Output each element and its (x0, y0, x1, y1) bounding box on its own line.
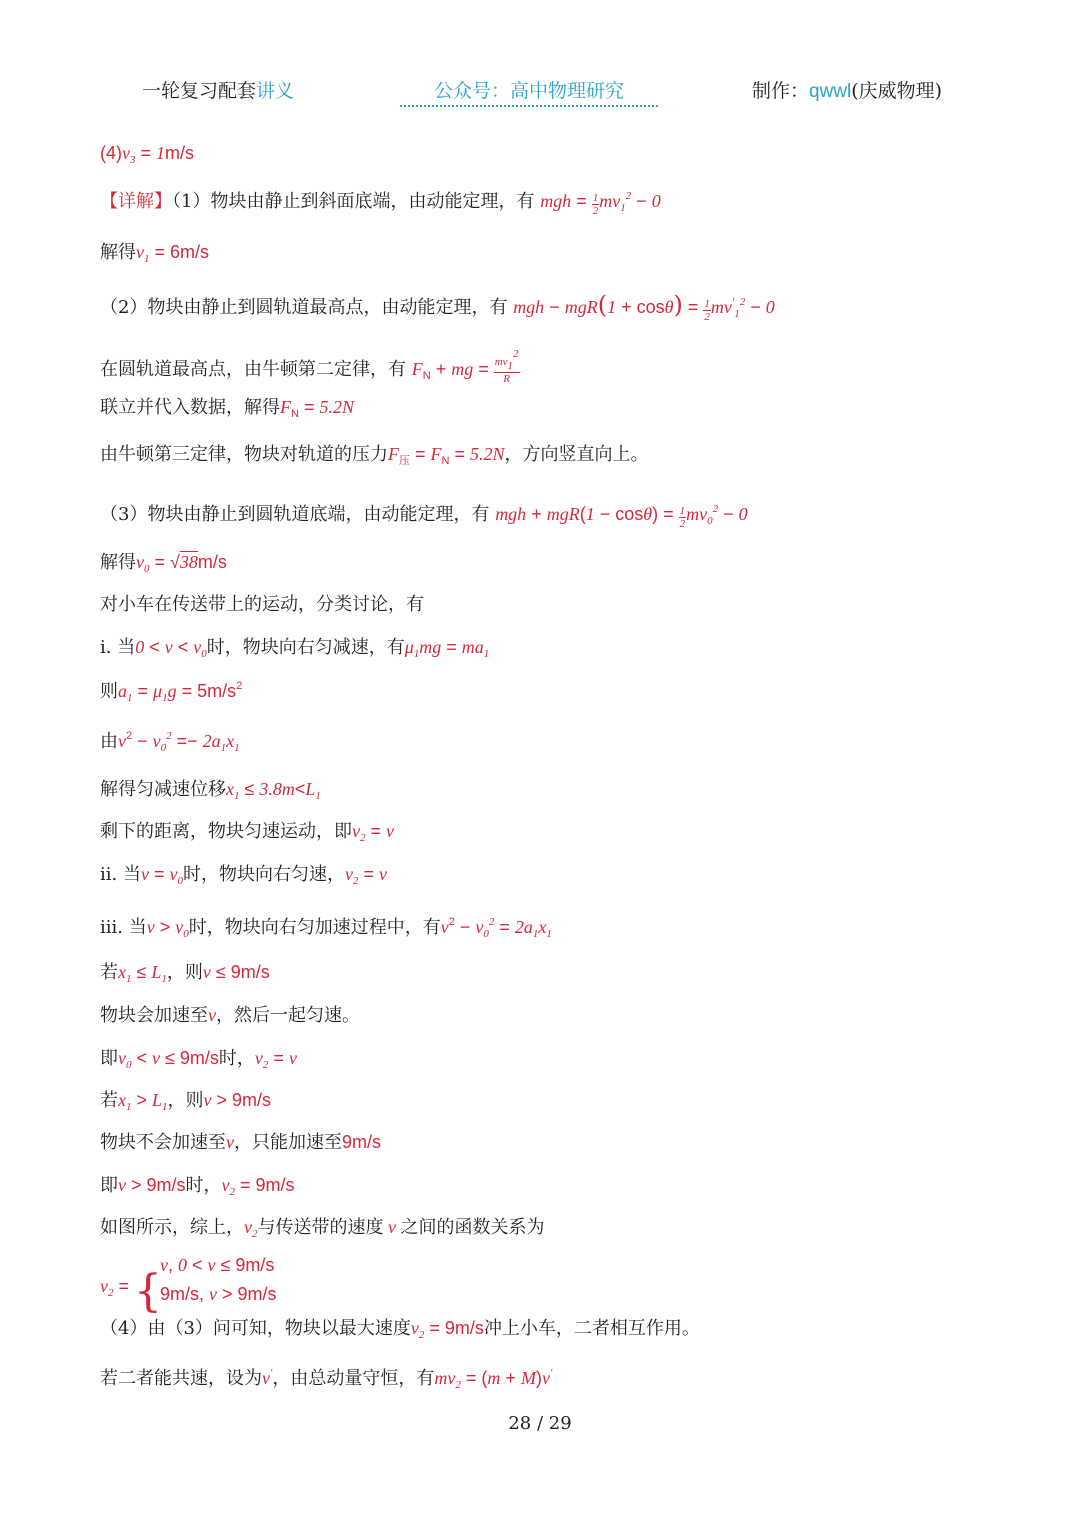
case-iii-noaccel: 物块不会加速至v，只能加速至9m/s (100, 1132, 382, 1153)
case-iii: iii. 当$v > v_0$时，物块向右匀加速过程中，有$v^2 - v_0^2 = 2a_1x_1$ (100, 916, 552, 940)
solution-part4: （4）由（3）问可知，物块以最大速度$v_2 = 9m/s$冲上小车，二者相互作用。 (100, 1318, 700, 1341)
solution-momentum: 若二者能共速，设为v′，由总动量守恒，有$mv_2 = (m + M)v'$ (100, 1367, 553, 1391)
solution-newton2: 在圆轨道最高点，由牛顿第二定律，有 $F_N$ + mg = $\frac{mv12}{R}$ (100, 348, 519, 385)
solution-FN: 联立并代入数据，解得$F_N = 5.2N$ (100, 397, 354, 420)
solution-newton3: 由牛顿第三定律，物块对轨道的压力$F_压 = F_N = 5.2N$，方向竖直向上。 (100, 444, 649, 467)
case-iii-accel: 物块会加速至v，然后一起匀速。 (100, 1005, 360, 1026)
case-i-kinematics: 由$v^2 - v_0^2 =- 2a_1x_1$ (100, 730, 240, 754)
case-i-rest: 剩下的距离，物块匀速运动，即$v_2 = v$ (100, 821, 395, 844)
case-iii-if1: 若$x_1 \le L_1$，则v ≤ 9m/s (100, 962, 270, 985)
solution-part2: （2）物块由静止到圆轨道最高点，由动能定理，有 mgh − mgR(1 + cosθ) = $\frac{1}{2}$ $mv'_1^2 - 0$ (100, 291, 775, 323)
page-header (0, 76, 1080, 106)
header-left: 一轮复习配套讲义 (142, 80, 295, 102)
case-ii: ii. 当$v = v_0$时，物块向右匀速，$v_2 = v$ (100, 864, 387, 887)
summary-intro: 如图所示，综上，$v_2$与传送带的速度 v 之间的函数关系为 (100, 1217, 545, 1240)
case-i-a1: 则$a_1 = \mu_1g = 5m/s^2$ (100, 680, 243, 704)
solution-part3: （3）物块由静止到圆轨道底端，由动能定理，有 mgh + mgR(1 − cosθ) = $\frac{1}{2}$ $mv_0^2 - 0$ (100, 503, 748, 530)
header-center-account: 公众号：高中物理研究 (400, 76, 658, 107)
piecewise-lhs: $v_2$ = { (100, 1266, 163, 1317)
solution-v0: 解得$v_0 = √38m/s$ (100, 552, 227, 575)
answer-4: $(4)v_3 = 1m/s$ (100, 143, 195, 166)
header-right: 制作：qwwl(庆威物理) (752, 80, 943, 102)
case-i-x1: 解得匀减速位移$x_1 \le 3.8m<L_1$ (100, 779, 321, 802)
solution-discuss: 对小车在传送带上的运动，分类讨论，有 (100, 594, 424, 615)
page-number: 28 / 29 (508, 1413, 572, 1434)
case-i: i. 当$0 < v < v_0$时，物块向右匀减速，有$\mu_1mg = ma_1$ (100, 637, 490, 660)
case-iii-range2: 即v > 9m/s时，$v_2 = 9m/s$ (100, 1175, 295, 1198)
piecewise-case1: v, 0 < v ≤ 9m/s (160, 1255, 275, 1275)
piecewise-case2: 9m/s, v > 9m/s (160, 1284, 277, 1304)
solution-part1: 【详解】（1）物块由静止到斜面底端，由动能定理，有 mgh = $\frac{1}{2}$ $mv_1^2 - 0$ (100, 190, 661, 217)
case-iii-if2: 若$x_1 > L_1$，则v > 9m/s (100, 1090, 272, 1113)
solution-v1: 解得$v_1 = 6m/s$ (100, 242, 210, 265)
case-iii-range1: 即$v_0 < v \le 9m/s$时，$v_2 = v$ (100, 1048, 297, 1071)
